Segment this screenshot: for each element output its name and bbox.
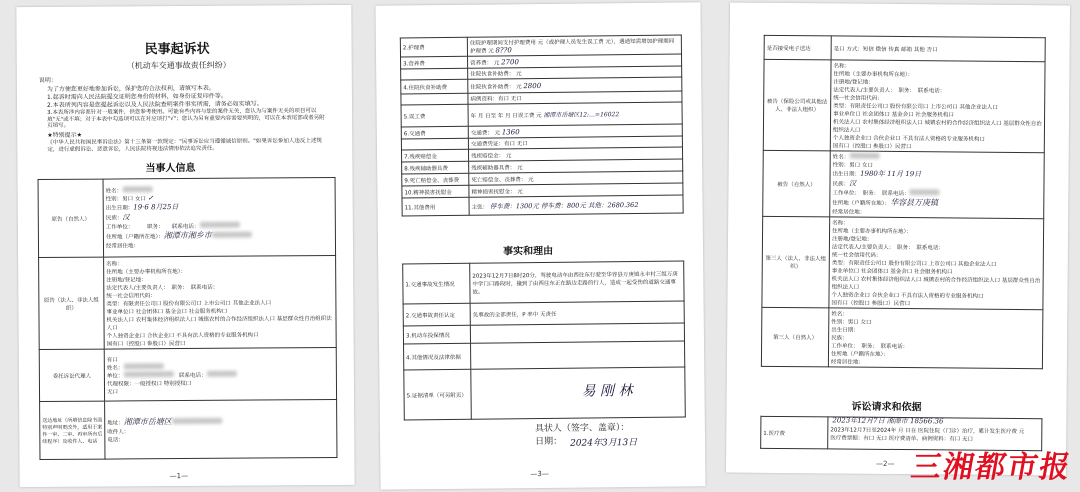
form-cell: 住院伙食补助费： 元 bbox=[470, 83, 522, 91]
form-cell bbox=[828, 308, 1043, 369]
service-phone-field: 电话： bbox=[107, 437, 124, 444]
form-cell: 职务： bbox=[171, 284, 186, 291]
medical-fee-handwritten: 2023年12月7日 湘潭市 18566.36 bbox=[832, 416, 944, 426]
org-field: 注册地/登记地： bbox=[831, 236, 873, 243]
expense-label bbox=[401, 68, 468, 80]
page1-number: —1— bbox=[169, 471, 189, 481]
form-cell: 汉 bbox=[122, 213, 130, 222]
defendant-org-label: 被告（保险公司或其他法人、非法人组织） bbox=[763, 59, 831, 151]
medical-fee-evidence: 医疗费票据：有口 无口 医疗费清单、病例资料：有口 无口 bbox=[830, 434, 974, 443]
page1-subtitle: （机动车交通事故责任纠纷） bbox=[126, 60, 231, 71]
form-cell bbox=[829, 217, 1044, 310]
third-field: 性别：男口 女口 bbox=[831, 319, 872, 326]
form-cell bbox=[471, 367, 686, 419]
org-field: 国有口（控股口 参股口）民营口 bbox=[106, 340, 186, 348]
expense-label: 4.住院伙食补助费 bbox=[401, 79, 468, 94]
form-cell: 死亡赔偿金、丧葬费： 元 bbox=[469, 171, 683, 185]
form-cell bbox=[467, 35, 681, 56]
third-field: 经常居住地： bbox=[830, 359, 864, 366]
org-field: 住所地（主要办事机构所在地）： bbox=[833, 71, 914, 79]
form-cell: 姓名： bbox=[832, 154, 850, 161]
third-field: 姓名： bbox=[831, 311, 848, 318]
expense-label: 2.护理费 bbox=[400, 37, 467, 57]
facts-label: 1.交通事故发生情况 bbox=[403, 263, 470, 304]
form-cell: 汉 bbox=[848, 179, 857, 188]
form-cell bbox=[123, 371, 173, 377]
agent-field: 代理权限：一般授权口 特别授权口 bbox=[106, 380, 192, 388]
defendants-table bbox=[761, 35, 1046, 369]
form-cell: 联系电话： bbox=[881, 190, 910, 198]
org-field: 名称： bbox=[832, 220, 849, 227]
facts-section-title: 事实和理由 bbox=[503, 245, 554, 258]
org-field: 住所地（主要办事机构所在地）： bbox=[106, 268, 186, 276]
org-field: 统一社会信用代码： bbox=[831, 252, 882, 259]
accident-description: 2023年12月7日8时20分，驾驶电动车由西往东行驶至华容县万庚镇永丰村三组万庚中学门口路段时，撞到了由西往东正在路边走路的行人，造成一起受伤的道路交通事故。 bbox=[470, 261, 684, 303]
facts-label: 4.其他情况及法律依据 bbox=[404, 343, 471, 370]
org-field: 统一社会信用代码： bbox=[833, 95, 883, 102]
form-cell: 交通费凭证：有口 无口 bbox=[468, 136, 682, 149]
form-cell: 姓名： bbox=[105, 188, 123, 195]
form-cell bbox=[469, 195, 683, 215]
form-cell bbox=[471, 341, 685, 369]
form-cell: 联系电话： bbox=[178, 372, 207, 379]
form-cell: 1360 bbox=[501, 127, 520, 136]
form-cell bbox=[103, 177, 336, 257]
form-cell: 停车费：1300元 停车费：800元 其他：2680.362 bbox=[489, 200, 639, 211]
third-person-label: 第三人（自然人） bbox=[761, 307, 829, 367]
form-cell: 住院伙食补助费： 元 bbox=[468, 66, 682, 79]
expense-label: 11.其他费用 bbox=[402, 197, 469, 216]
date-handwritten: 2024年3月13日 bbox=[570, 437, 638, 449]
form-cell bbox=[104, 347, 336, 401]
org-field: 注册地/登记地： bbox=[106, 276, 147, 284]
org-plaintiff-label: 原告（法人、非法人组织） bbox=[39, 257, 105, 349]
form-cell: 经常居住地： bbox=[105, 243, 140, 250]
complaint-page-3 bbox=[375, 2, 705, 489]
form-cell: 主张： bbox=[471, 204, 489, 211]
org-field: 名称： bbox=[106, 260, 123, 268]
signature-scribble: 易 刚 林 bbox=[581, 383, 633, 400]
expense-label: 3.营养费 bbox=[401, 56, 468, 69]
form-cell bbox=[105, 399, 337, 459]
form-cell: 职务： bbox=[898, 87, 913, 95]
form-cell bbox=[199, 222, 239, 228]
org-field: 事业单位口 社会团体口 基金会口 社会服务机构口 bbox=[831, 268, 953, 276]
org-field: 住所地（主要办事机构所在地）： bbox=[832, 228, 912, 236]
plaintiff-label: 原告（自然人） bbox=[38, 179, 104, 257]
form-cell: 联系电话： bbox=[917, 88, 946, 95]
form-cell: 联系电话： bbox=[171, 223, 200, 231]
form-cell: 出生日期： bbox=[832, 171, 861, 178]
form-cell bbox=[909, 189, 939, 195]
org-field: 国有口（控股口 参股口）民营口 bbox=[831, 300, 911, 308]
form-cell: 职务： bbox=[862, 190, 877, 197]
form-cell bbox=[104, 255, 337, 349]
page1-title: 民事起诉状 bbox=[144, 41, 210, 58]
complaint-page-2 bbox=[726, 3, 1070, 476]
form-cell: 1980年 11月 19日 bbox=[860, 169, 922, 179]
note-3: 3.本表所涉内容系针对一般案件，供您参考使用。可能有些内容与您的案件无关，您认为与案件无关的项目可以填"无"或不填；对于本表中勾选项可以在对应项打"√"；您认为另有重要内容需要列明的，可以在本表尾部或者另附页填写。 bbox=[47, 108, 325, 130]
e-service-label: 是否接受电子送达 bbox=[764, 35, 831, 60]
defendant-field: 性别：男口 女口 bbox=[832, 162, 873, 169]
medical-fee-label: 1.医疗费 bbox=[761, 416, 828, 449]
form-cell: 精神损害抚慰金： 元 bbox=[469, 183, 683, 197]
e-service-options: 是口 方式：短信 微信 传真 邮箱 其他 否口 bbox=[831, 36, 1045, 62]
form-cell: 法定代表人/主要负责人： bbox=[831, 244, 892, 251]
org-field: 名称： bbox=[833, 63, 851, 70]
org-field: 国有口（控股口 参股口）民营口 bbox=[832, 143, 912, 151]
service-recipient-field: 收件人： bbox=[107, 429, 130, 436]
expenses-table bbox=[400, 35, 684, 217]
org-field: 统一社会信用代码： bbox=[106, 292, 156, 300]
defendant-field: 经常居住地： bbox=[832, 209, 866, 216]
service-address-label: 送达地址（所填信息除书面特别声明更改外，适用于案件一审、二审、再审所有后续程序）及收件人、电话 bbox=[40, 401, 105, 459]
form-cell bbox=[206, 370, 236, 376]
form-cell bbox=[830, 60, 1045, 153]
org-field: 事业单位口 社会团体口 基金会口 社会服务机构口 bbox=[833, 111, 954, 119]
page2-number: —2— bbox=[876, 459, 895, 468]
form-cell bbox=[122, 186, 152, 192]
form-cell: 住院护理期间支付护理费用 元（或护理人员发生误工费 元），遇通知需增加护理期间护理费 元 bbox=[469, 38, 675, 55]
form-cell: 联系电话： bbox=[880, 343, 909, 351]
form-cell: 职务： bbox=[861, 343, 876, 350]
facts-label: 3.机动车投保情况 bbox=[403, 325, 470, 344]
org-field: 个人独资企业口 合伙企业口 不具有法人资格的专业服务机构口 bbox=[832, 135, 985, 143]
org-field: 类型：有限责任公司口 股份有限公司口 上市公司口 其他企业法人口 bbox=[831, 260, 997, 268]
org-field: 个人独资企业口 合伙企业口 不具有法人资格的专业服务机构口 bbox=[831, 292, 984, 300]
form-cell: 单位： bbox=[106, 372, 124, 380]
agent-field: 有口 bbox=[106, 356, 118, 364]
date-label: 日期： bbox=[535, 436, 563, 448]
third-field: 住所地（户籍所在地）： bbox=[830, 351, 889, 358]
form-cell: 残疾赔偿金： 元 bbox=[468, 147, 682, 161]
newspaper-logo: 三湘都市报 bbox=[908, 450, 1075, 485]
form-cell: 营养费： 元 bbox=[470, 59, 500, 67]
third-org-label: 第三人（法人、非法人组织） bbox=[762, 216, 830, 308]
org-field: 类型：有限责任公司口 股份有限公司口 上市公司口 其他企业法人口 bbox=[106, 299, 272, 308]
form-cell: 2800 bbox=[523, 81, 542, 90]
notes-heading: 说明： bbox=[38, 76, 57, 85]
form-cell: 工作单位： bbox=[832, 190, 858, 197]
parties-table bbox=[38, 177, 338, 460]
expense-label: 7.残疾赔偿金 bbox=[401, 149, 468, 162]
form-cell: 住所地（户籍所在地）： bbox=[105, 234, 164, 241]
facts-label: 5.证据清单（可另附页） bbox=[404, 369, 472, 420]
form-cell: 残疾辅助器具费： 元 bbox=[469, 159, 683, 173]
note-1: 1.起诉时需向人民法院提交证明您身份的材料，如身份证复印件等。 bbox=[46, 92, 227, 101]
form-cell: 2700 bbox=[501, 57, 519, 66]
form-cell: 年 月 日至 年 月 日误工费 元 bbox=[470, 112, 542, 120]
medical-fee-text: 2023年12月7日至2024年 月 日在 医院住院（门诊）治疗，累计发生医疗费 元 bbox=[830, 426, 1025, 435]
defendant-label: 被告（自然人） bbox=[763, 150, 831, 217]
expense-label bbox=[401, 138, 468, 150]
org-field: 个人独资企业口 合伙企业口 不具有法人资格的专业服务机构口 bbox=[106, 331, 259, 340]
form-cell: 工作单位： bbox=[831, 343, 856, 350]
form-cell bbox=[123, 363, 163, 369]
form-cell: 法定代表人/主要负责人： bbox=[833, 87, 893, 94]
agent-field: 无口 bbox=[106, 388, 119, 396]
expense-label: 8.残疾辅助器具费 bbox=[402, 161, 469, 174]
form-cell: 住所地（户籍所在地）： bbox=[832, 200, 891, 207]
warning-label: ★特别提示★ bbox=[47, 131, 83, 139]
agent-label: 委托诉讼代理人 bbox=[39, 349, 104, 401]
form-cell bbox=[849, 153, 879, 159]
signature-label: 具状人（签字、盖章）： bbox=[534, 423, 630, 435]
note-2: 2.本表所列内容是您提起诉讼以及人民法院查明案件事实所需，请务必如实填写。 bbox=[46, 100, 263, 109]
page3-number: —3— bbox=[530, 469, 549, 479]
form-cell: ✓ bbox=[147, 194, 154, 203]
warning-text: 《中华人民共和国民事诉讼法》第十三条第一款规定："民事诉讼应当遵循诚信原则。"如果诉讼参加人违反上述规定，进行虚假诉讼、恶意诉讼，人民法院将视违法情形依法追究责任。 bbox=[47, 138, 322, 153]
expense-label: 5.误工费 bbox=[401, 104, 468, 127]
parties-section-title: 当事人信息 bbox=[145, 162, 196, 175]
org-field: 类型：有限责任公司口 股份有限公司口 上市公司口 其他企业法人口 bbox=[833, 103, 998, 111]
complaint-page-1 bbox=[16, 5, 354, 487]
liability-text: 负事故的全部责任，P 率中 无责任 bbox=[470, 301, 684, 325]
form-cell: 联系电话： bbox=[916, 245, 944, 252]
facts-label: 2.交通事故责任认定 bbox=[403, 303, 470, 326]
form-cell: 民族： bbox=[105, 215, 123, 222]
form-cell: 法定代表人/主要负责人： bbox=[106, 284, 166, 292]
org-field: 机关法人口 农村集体经济组织法人口 城镇农村的合作经济组织法人口 基层群众性自治组织法人口 bbox=[832, 119, 1042, 134]
form-cell bbox=[468, 102, 682, 126]
form-cell: 出生日期： bbox=[105, 205, 134, 212]
form-cell: 华容县万庚镇 bbox=[890, 197, 939, 208]
form-cell: 19·6 8月25日 bbox=[133, 203, 179, 212]
form-cell: 交通费： 元 bbox=[470, 129, 501, 137]
expense-label: 10.精神损害抚慰金 bbox=[402, 185, 469, 198]
form-cell bbox=[470, 323, 684, 343]
expense-label: 9.死亡赔偿金、丧葬费 bbox=[402, 173, 469, 186]
form-cell: 8??0 bbox=[495, 46, 512, 55]
form-cell: 性别：男口 女口 bbox=[105, 196, 146, 203]
org-field: 机关法人口 农村集体经济组织法人口 城镇农村的合作经济组织法人口 基层群众性自治组织法人口 bbox=[106, 315, 332, 332]
form-cell: 湘潭市湘乡市 bbox=[163, 230, 212, 241]
form-cell: 民族： bbox=[832, 181, 850, 188]
facts-table bbox=[402, 260, 686, 420]
org-field: 注册地/登记地： bbox=[833, 79, 874, 86]
form-cell: 工作单位： bbox=[105, 224, 131, 231]
form-cell bbox=[830, 151, 1045, 219]
expense-label: 6.交通费 bbox=[401, 126, 468, 139]
form-cell: 湘潭市岳塘区12:…=16022 bbox=[543, 111, 620, 119]
form-cell: 地址： bbox=[107, 420, 124, 427]
expense-label bbox=[401, 93, 468, 105]
form-cell bbox=[212, 232, 252, 238]
form-cell: 职务： bbox=[147, 224, 161, 231]
note-0: 为了方便您更好地参加诉讼，保护您的合法权利，请填写本表。 bbox=[46, 84, 215, 93]
plaintiff-residence-field bbox=[106, 240, 333, 250]
org-field: 事业单位口 社会团体口 基金会口 社会服务机构口 bbox=[106, 308, 228, 316]
form-cell: 联系电话： bbox=[190, 284, 219, 291]
third-field: 出生日期： bbox=[831, 327, 859, 334]
form-cell: 湘潭市岳塘区 bbox=[123, 417, 172, 427]
form-cell: 姓名： bbox=[106, 364, 124, 372]
form-cell: 病例资料：有口 无口 bbox=[468, 91, 682, 104]
third-field: 民族： bbox=[831, 335, 848, 342]
form-cell bbox=[172, 418, 222, 424]
claims-section-title: 诉讼请求和依据 bbox=[851, 401, 922, 414]
org-field: 机关法人口 农村集体经济组织法人口 城镇农村的合作经济组织法人口 基层群众性自治组织法人口 bbox=[831, 276, 1041, 291]
form-cell: 职务： bbox=[897, 244, 911, 252]
